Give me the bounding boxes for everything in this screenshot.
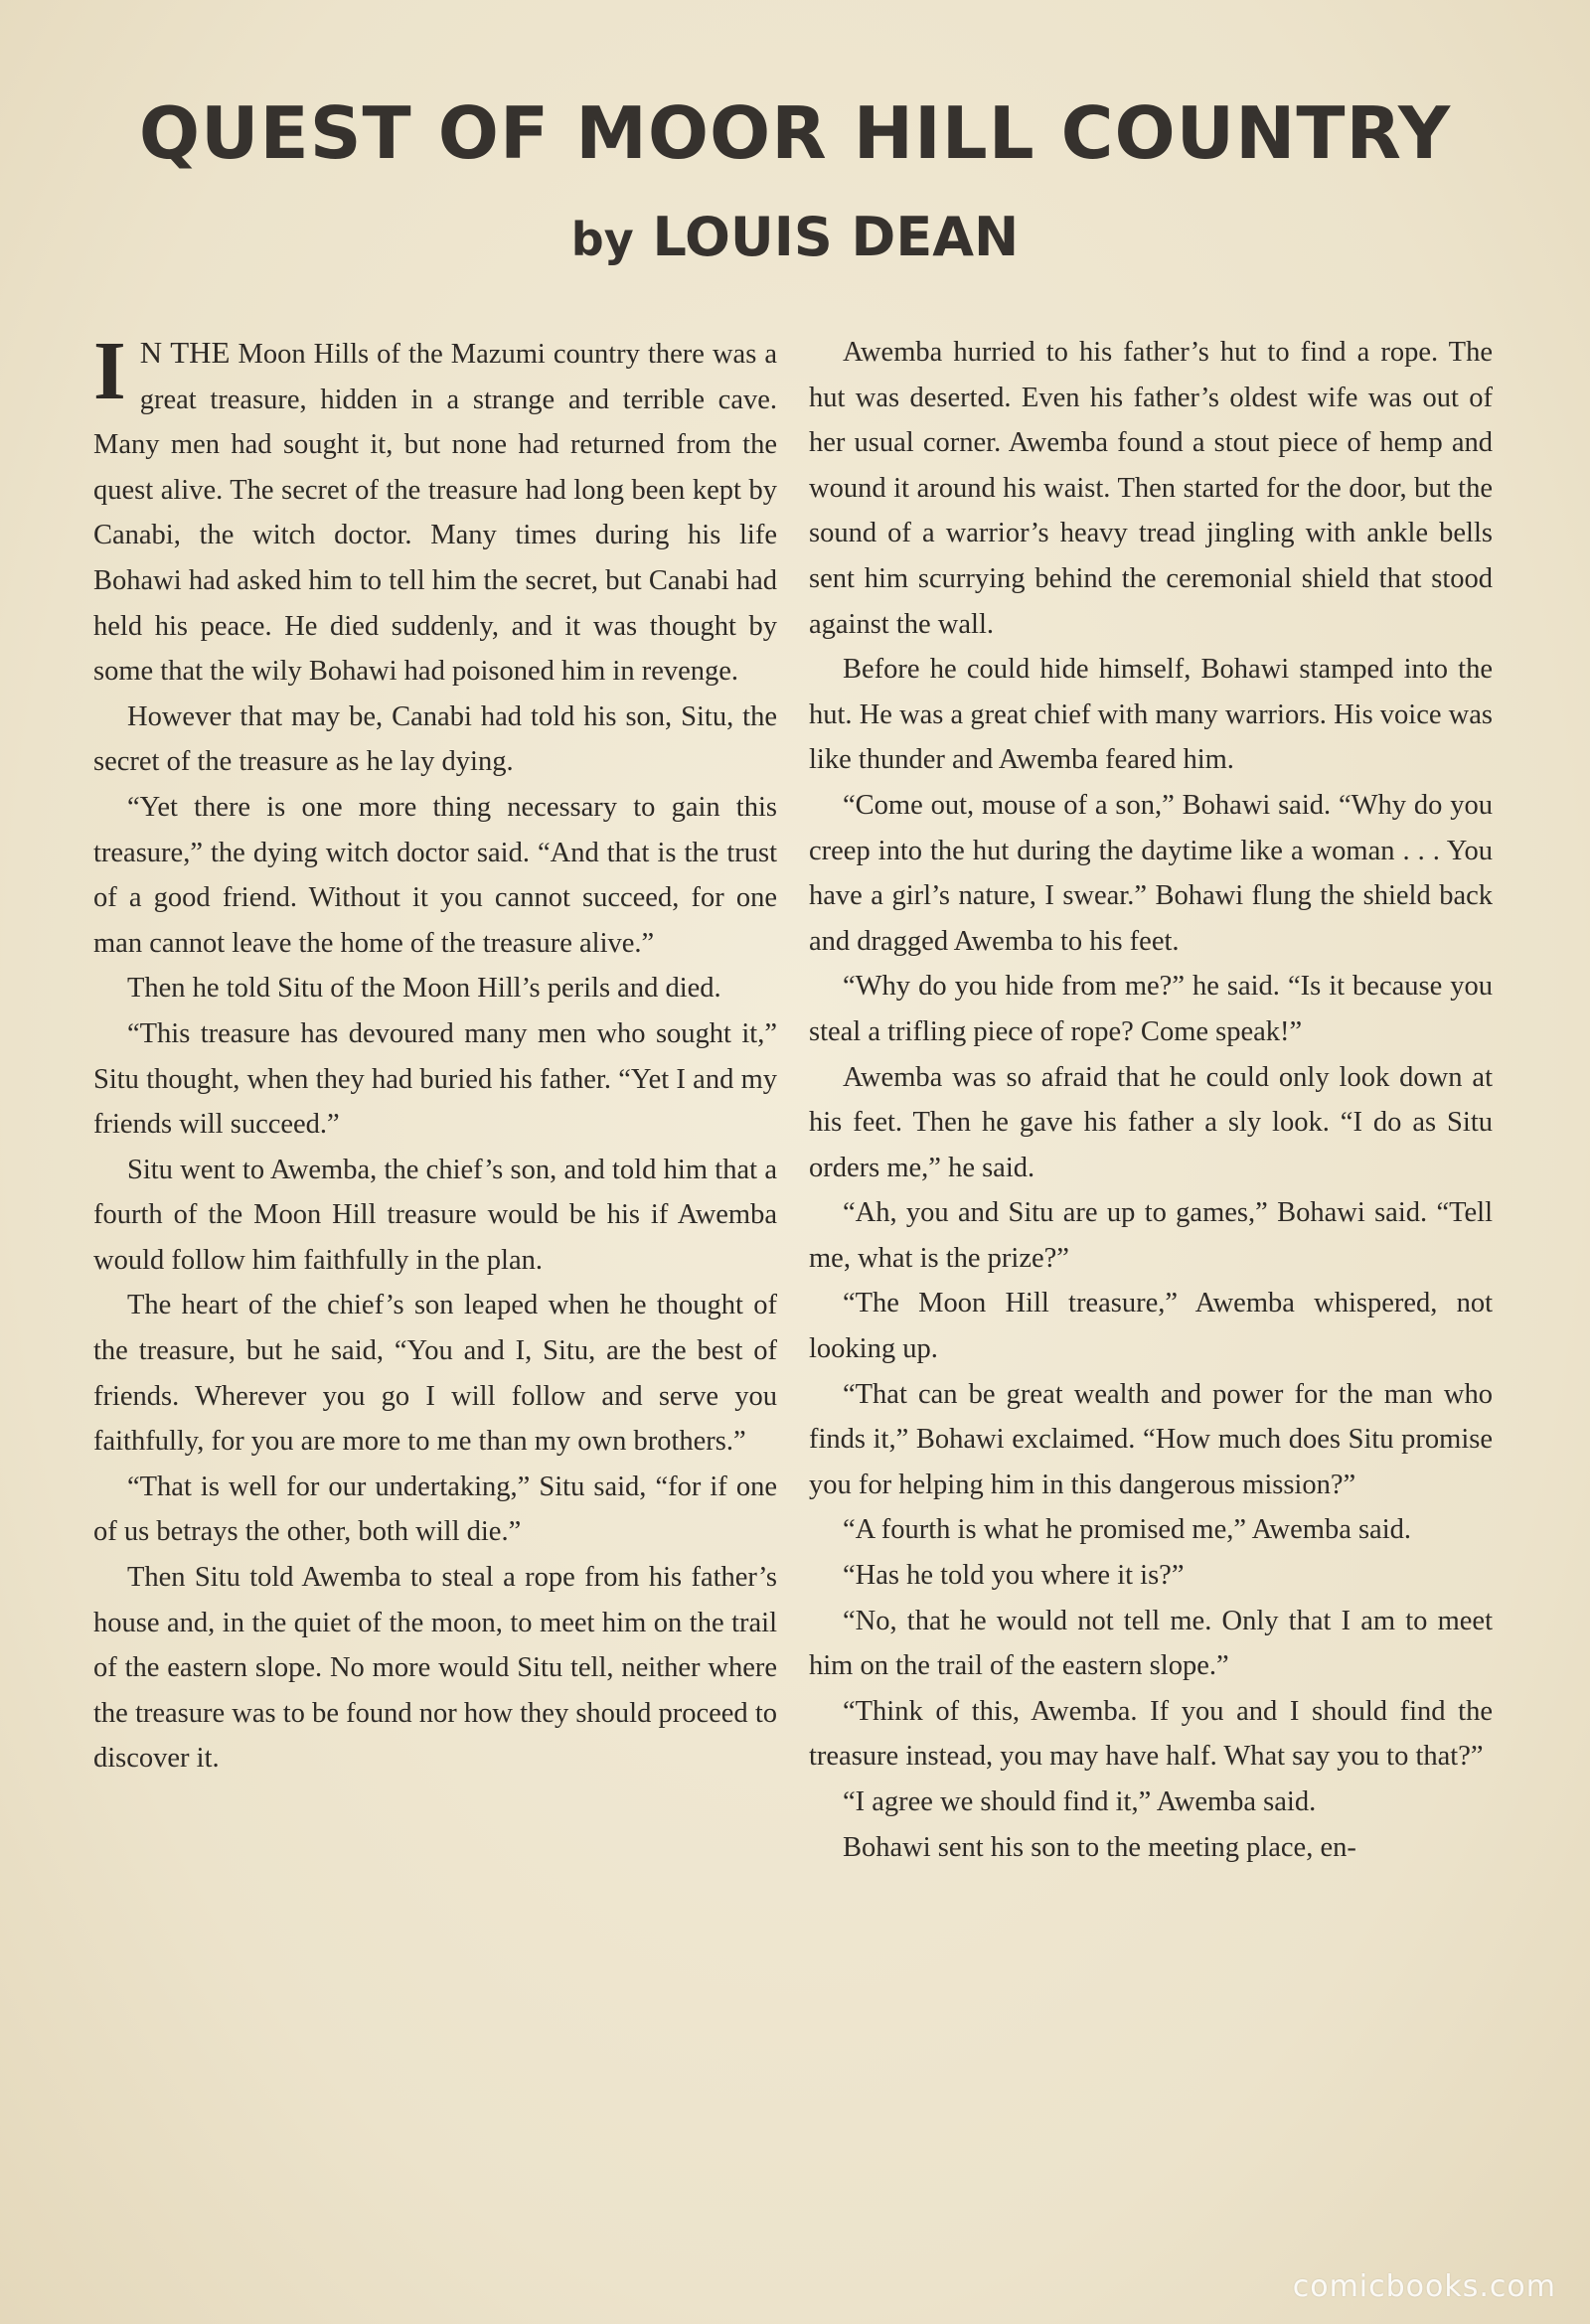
paragraph: “A fourth is what he promised me,” Awemba said. <box>843 1514 1412 1546</box>
paragraph: “I agree we should find it,” Awemba said. <box>843 1786 1317 1817</box>
paragraph: Awemba hurried to his father’s hut to find a rope. The hut was deserted. Even his father’s oldest wife was out of her usual corner. Awemba found a stout piece of hemp and wound it around his waist. Then started for the door, but the sound of a warrior’s heavy tread jingling with ankle bells sent him scurrying behind the ceremonial shield that stood against the wall. <box>809 337 1493 640</box>
author-name: LOUIS DEAN <box>652 206 1020 268</box>
paragraph: “Yet there is one more thing necessary to gain this treasure,” the dying witch doctor said. “And that is the trust of a good friend. Without it you cannot succeed, for one man cannot leave the home of the treasure alive.” <box>93 791 777 959</box>
paragraph: “No, that he would not tell me. Only that I am to meet him on the trail of the eastern slope.” <box>809 1605 1493 1682</box>
paragraph: “That can be great wealth and power for the man who finds it,” Bohawi exclaimed. “How much does Situ promise you for helping him in this dangerous mission?” <box>809 1378 1493 1500</box>
article-title: QUEST OF MOOR HILL COUNTRY <box>138 91 1452 175</box>
paragraph: The heart of the chief’s son leaped when he thought of the treasure, but he said, “You and I, Situ, are the best of friends. Wherever you go I will follow and serve you faithfully, for you are more to me than my own brothers.” <box>93 1290 777 1458</box>
left-column <box>93 325 777 1782</box>
source-watermark: comicbooks.com <box>1292 2269 1556 2304</box>
paragraph: Awemba was so afraid that he could only look down at his feet. Then he gave his father a sly look. “I do as Situ orders me,” he said. <box>809 1061 1493 1183</box>
paragraph <box>93 325 777 695</box>
paragraph: “Think of this, Awemba. If you and I should find the treasure instead, you may have half. What say you to that?” <box>809 1695 1493 1773</box>
byline-prefix: by <box>570 213 634 266</box>
paragraph: “Why do you hide from me?” he said. “Is it because you steal a trifling piece of rope? Come speak!” <box>809 971 1493 1047</box>
paragraph: Bohawi sent his son to the meeting place, en- <box>843 1831 1356 1863</box>
paragraph: “The Moon Hill treasure,” Awemba whispered, not looking up. <box>809 1288 1493 1365</box>
right-column <box>809 330 1493 1870</box>
paragraph: “This treasure has devoured many men who sought it,” Situ thought, when they had buried his father. “Yet I and my friends will succeed.” <box>93 1017 777 1141</box>
paragraph: “Has he told you where it is?” <box>843 1560 1185 1592</box>
opening-caps: N THE <box>139 335 231 370</box>
paragraph: Then Situ told Awemba to steal a rope from his father’s house and, in the quiet of the moon, to meet him on the trail of the eastern slope. No more would Situ tell, neither where the treasure was to be found nor how they should proceed to discover it. <box>93 1562 777 1775</box>
article-byline <box>80 206 1510 268</box>
paragraph: However that may be, Canabi had told his son, Situ, the secret of the treasure as he lay dying. <box>93 700 777 778</box>
paragraph: “That is well for our undertaking,” Situ said, “for if one of us betrays the other, both will die.” <box>93 1471 777 1548</box>
paragraph-text: Moon Hills of the Mazumi country there was a great treasure, hidden in a strange and terrible cave. Many men had sought it, but none had returned from the quest alive. The secret of the treasure had long been kept by Canabi, the witch doctor. Many times during his life Bohawi had asked him to tell him the secret, but Canabi had held his peace. He died suddenly, and it was thought by some that the wily Bohawi had poisoned him in revenge. <box>93 339 777 688</box>
paragraph: Before he could hide himself, Bohawi stamped into the hut. He was a great chief with many warriors. His voice was like thunder and Awemba feared him. <box>809 654 1493 776</box>
drop-cap: I <box>93 325 126 417</box>
paragraph: “Ah, you and Situ are up to games,” Bohawi said. “Tell me, what is the prize?” <box>809 1197 1493 1274</box>
paragraph: Then he told Situ of the Moon Hill’s perils and died. <box>127 973 721 1005</box>
paragraph: Situ went to Awemba, the chief’s son, and told him that a fourth of the Moon Hill treasure would be his if Awemba would follow him faithfully in the plan. <box>93 1154 777 1276</box>
paragraph: “Come out, mouse of a son,” Bohawi said. “Why do you creep into the hut during the daytime like a woman . . . You have a girl’s nature, I swear.” Bohawi flung the shield back and dragged Awemba to his feet. <box>809 789 1493 957</box>
